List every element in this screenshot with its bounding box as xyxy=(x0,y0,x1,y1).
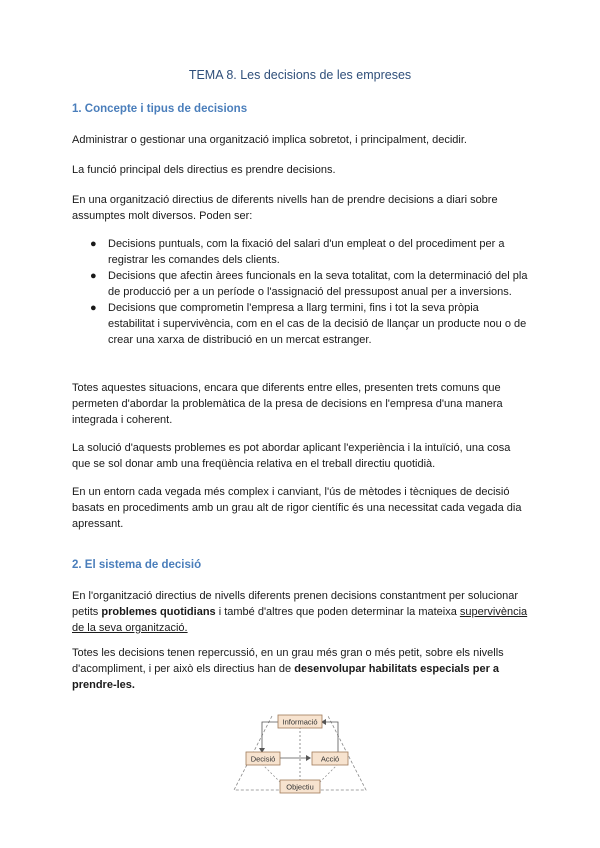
decisio-label: Decisió xyxy=(250,754,276,764)
paragraph: En una organització directius de diferents nivells han de prendre decisions a diari sobre assumptes molt diversos. Poden ser: xyxy=(72,194,498,222)
section-1-heading: 1. Concepte i tipus de decisions xyxy=(72,103,248,115)
arrow-informacio-decisio xyxy=(262,722,278,752)
arrow-accio-informacio xyxy=(322,722,338,752)
paragraph: En un entorn cada vegada més complex i canviant, l'ús de mètodes i tècniques de decisió basats en procediments amb un grau alt de rigor científic és una necessitat cada vegada dia apressant. xyxy=(72,486,522,530)
emphasis-text: desenvolupar habilitats especials per a prendre-les. xyxy=(72,663,500,691)
paragraph: Totes les decisions tenen repercussió, en un grau més gran o més petit, sobre els nivells d'acompliment, i per això els directius han de desenvolupar habilitats especials per a prendre-les. xyxy=(72,647,504,691)
objectiu-label: Objectiu xyxy=(286,782,314,792)
decision-types-list xyxy=(72,236,528,348)
paragraph: Administrar o gestionar una organització implica sobretot, i principalment, decidir. xyxy=(72,134,467,146)
accio-label: Acció xyxy=(320,754,340,764)
list-item: ● Decisions que comprometin l'empresa a llarg termini, fins i tot la seva pròpia estabilitat i supervivència, com en el cas de la decisió de llançar un producte nou o de crear una xarxa de distribució en un mercat estranger. xyxy=(90,302,527,346)
paragraph: La funció principal dels directius es prendre decisions. xyxy=(72,164,336,176)
paragraph: Totes aquestes situacions, encara que diferents entre elles, presenten trets comuns que permeten d'abordar la problemàtica de la presa de decisions en l'empresa d'una manera integrada i coherent. xyxy=(72,382,503,426)
underlined-text: supervivència de la seva organització. xyxy=(72,606,528,634)
connector-line xyxy=(320,764,338,782)
bullet-icon: ● xyxy=(90,302,97,314)
connector-line xyxy=(262,764,280,782)
emphasis-text: problemes quotidians xyxy=(101,606,216,618)
arrowhead-icon xyxy=(306,755,311,761)
paragraph: La solució d'aquests problemes es pot abordar aplicant l'experiència i la intuïció, una cosa que se sol donar amb una freqüència relativa en el treball directiu quotidià. xyxy=(72,442,511,470)
page-title: TEMA 8. Les decisions de les empreses xyxy=(188,68,412,82)
bullet-icon: ● xyxy=(90,270,97,282)
informacio-label: Informació xyxy=(282,717,318,727)
list-item: ● Decisions puntuals, com la fixació del salari d'un empleat o del procediment per a registrar les comandes dels clients. xyxy=(90,238,505,266)
bullet-icon: ● xyxy=(90,238,97,250)
section-2-heading: 2. El sistema de decisió xyxy=(72,559,202,571)
paragraph: En l'organització directius de nivells diferents prenen decisions constantment per solucionar petits problemes quotidians i també d'altres que poden determinar la mateixa supervivència de la seva organització. xyxy=(72,590,528,634)
decision-system-diagram xyxy=(228,700,372,796)
list-item: ● Decisions que afectin àrees funcionals en la seva totalitat, com la determinació del pla de producció per a un període o l'assignació del pressupost anual per a inversions. xyxy=(90,270,528,298)
